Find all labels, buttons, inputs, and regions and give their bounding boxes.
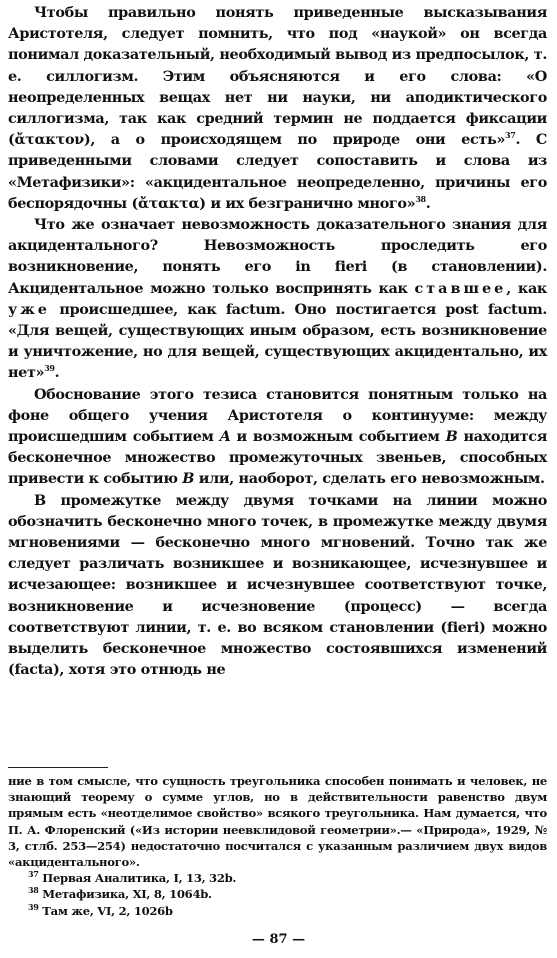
footnote-text: Первая Аналитика, I, 13, 32b. <box>42 871 237 886</box>
event-b: B <box>445 428 458 446</box>
text-run: Что же означает невозможность доказательного знания для акцидентального? Невозможность проследить его возникновение, понять его in fieri (в становлении). Акцидентальное можно только воспринять как <box>8 216 547 297</box>
footnote-text: Метафизика, XI, 8, 1064b. <box>42 887 212 902</box>
footnote-number: 38 <box>28 885 39 896</box>
spaced-word: ставшее <box>414 279 507 297</box>
paragraph-3 <box>8 384 547 490</box>
paragraph-4: В промежутке между двумя точками на линии можно обозначить бесконечно много точек, в промежутке между двумя мгновениями — бесконечно много мгновений. Точно так же следует различать возникшее и возникающее, исчезнувшее и исчезающее: возникшее и исчезнувшее соответствуют точке, возникновение и исчезновение (процесс) — всегда соответствуют линии, т. е. во всяком становлении (fieri) можно выделить бесконечное множество состоявшихся изменений (facta), хотя это отнюдь не <box>8 491 547 679</box>
event-b: B <box>182 470 195 488</box>
footnote-continuation: ние в том смысле, что сущность треугольника способен понимать и человек, не знающий теорему о сумме углов, но в действительности равенство двум прямым есть «неотделимое свойство» всякого треугольника. Нам думается, что П. А. Флоренский («Из истории неевклидовой геометрии».— «Природа», 1929, № 3, стлб. 253—254) недостаточно посчитался с указанным различием двух видов «акцидентального». <box>8 774 547 870</box>
footnote-divider <box>8 767 108 768</box>
text-run: . <box>425 194 431 212</box>
spaced-word: уже <box>8 300 50 318</box>
text-run: находится бесконечное множество промежуточных звеньев, способных привести к событию <box>8 428 547 488</box>
footnote-marker: 38 <box>415 194 426 205</box>
page-number: — 87 — <box>251 932 306 947</box>
footnote-text: Там же, VI, 2, 1026b <box>42 903 173 918</box>
footnote-39 <box>8 903 547 919</box>
footnotes <box>8 773 547 919</box>
footnote-number: 39 <box>28 901 39 912</box>
text-run: и возможным событием <box>230 428 446 446</box>
text-run: . <box>54 364 60 382</box>
paragraph-2 <box>8 214 547 384</box>
footnote-marker: 39 <box>44 363 55 374</box>
text-run: происшедшее, как factum. Оно постигается post factum. «Для вещей, существующих иным образом, есть возникновение и уничтожение, но для вещей, существующих акцидентально, их нет» <box>8 300 547 382</box>
paragraph-1 <box>8 2 547 214</box>
footnote-marker: 37 <box>505 130 516 141</box>
text-run: или, наоборот, сделать его невозможным. <box>194 470 545 488</box>
text-run: , как <box>506 279 547 297</box>
text-run: . С приведенными словами следует сопоставить и слова из «Метафизики»: «акцидентальное неопределенно, причины его беспорядочны (ἄτακτα) и их безгранично много» <box>8 131 547 212</box>
footnote-number: 37 <box>28 869 39 880</box>
footnote-38 <box>8 886 547 902</box>
main-text <box>8 2 547 681</box>
text-run: Обоснование этого тезиса становится понятным только на фоне общего учения Аристотеля о континууме: между происшедшим событием <box>8 385 547 446</box>
footnote-37 <box>8 870 547 886</box>
text-run: Чтобы правильно понять приведенные высказывания Аристотеля, следует помнить, что под «наукой» он всегда понимал доказательный, необходимый вывод из предпосылок, т. е. силлогизм. Этим объясняются и его слова: «О неопределенных вещах нет ни науки, ни аподиктического силлогизма, так как средний термин не поддается фиксации (ἄτακτον), а о происходящем по природе они есть» <box>8 4 547 149</box>
event-a: A <box>219 428 231 446</box>
